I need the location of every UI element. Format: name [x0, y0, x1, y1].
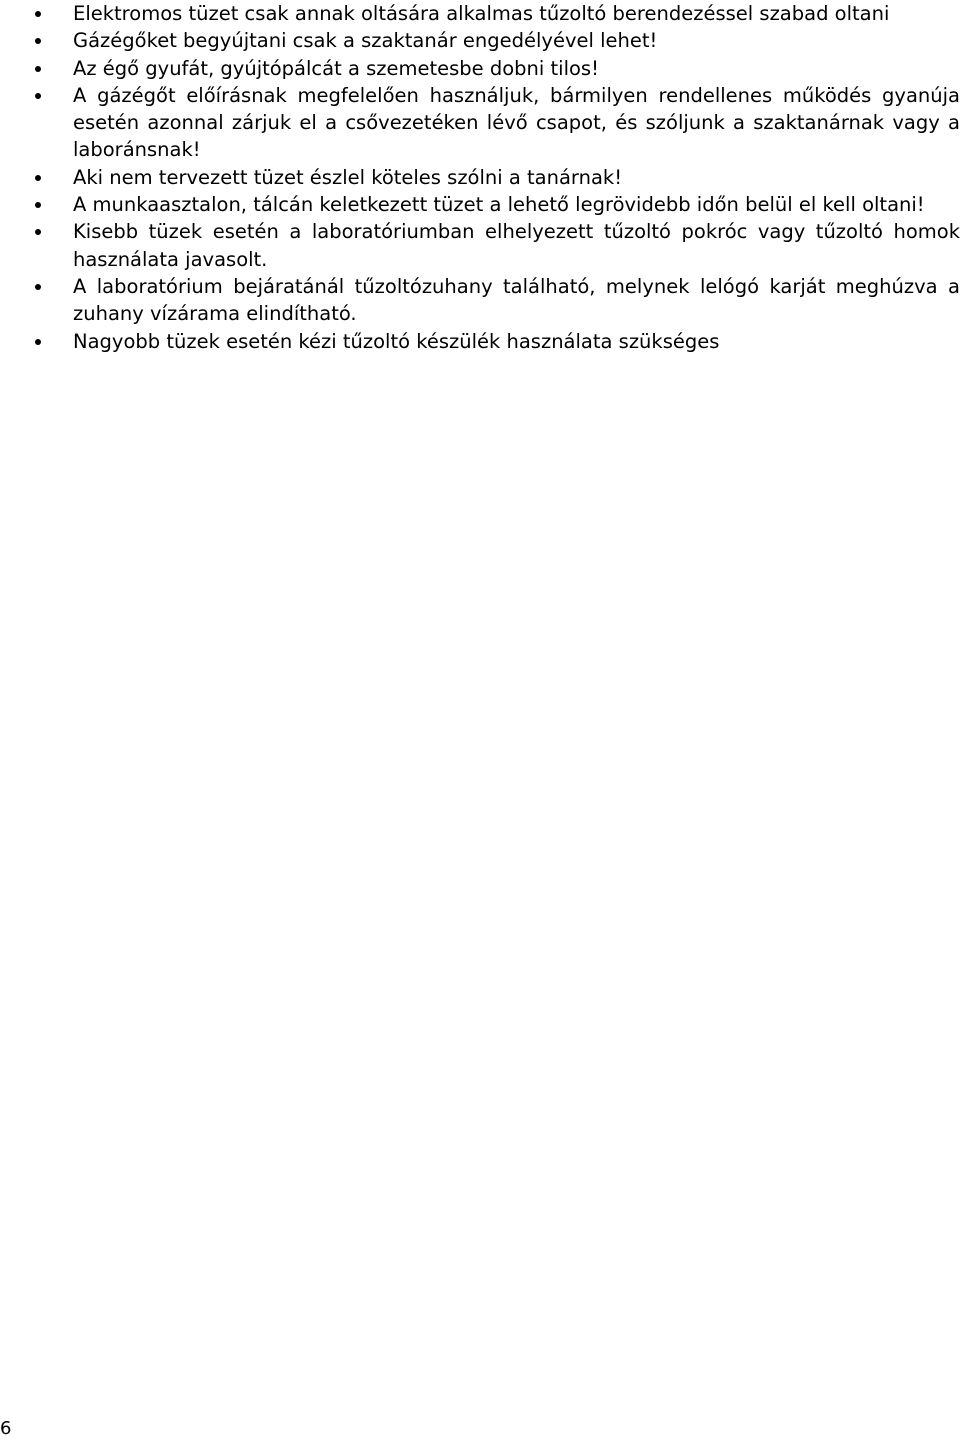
bullet-icon	[35, 202, 41, 208]
list-item	[0, 191, 960, 218]
bullet-icon	[35, 339, 41, 345]
list-item-text: Az égő gyufát, gyújtópálcát a szemetesbe dobni tilos!	[73, 56, 599, 80]
bullet-icon	[35, 284, 41, 290]
list-item-text: Gázégőket begyújtani csak a szaktanár engedélyével lehet!	[73, 29, 658, 53]
list-item	[0, 55, 960, 82]
bullet-icon	[35, 11, 41, 17]
list-item	[0, 0, 960, 27]
list-item	[0, 218, 960, 273]
list-item	[0, 164, 960, 191]
list-item-text: A laboratórium bejáratánál tűzoltózuhany található, melynek lelógó karját meghúzva a zuhany vízárama elindítható.	[73, 274, 960, 326]
list-item	[0, 82, 960, 164]
list-item-text: A munkaasztalon, tálcán keletkezett tüzet a lehető legrövidebb időn belül el kell oltani!	[73, 193, 925, 217]
fire-safety-bullet-list	[0, 0, 960, 355]
list-item-text: Elektromos tüzet csak annak oltására alkalmas tűzoltó berendezéssel szabad oltani	[73, 2, 890, 25]
bullet-icon	[35, 66, 41, 72]
list-item	[0, 273, 960, 328]
bullet-icon	[35, 229, 41, 235]
list-item	[0, 27, 960, 54]
list-item	[0, 328, 960, 355]
page-number: 6	[0, 1418, 12, 1439]
list-item-text: A gázégőt előírásnak megfelelően használjuk, bármilyen rendellenes működés gyanúja esetén azonnal zárjuk el a csővezetéken lévő csapot, és szóljunk a szaktanárnak vagy a laboránsnak!	[73, 83, 960, 162]
list-item-text: Kisebb tüzek esetén a laboratóriumban elhelyezett tűzoltó pokróc vagy tűzoltó homok használata javasolt.	[73, 220, 960, 271]
bullet-icon	[35, 38, 41, 44]
bullet-icon	[35, 175, 41, 181]
list-item-text: Nagyobb tüzek esetén kézi tűzoltó készülék használata szükséges	[73, 329, 720, 353]
list-item-text: Aki nem tervezett tüzet észlel köteles szólni a tanárnak!	[73, 165, 623, 189]
bullet-icon	[35, 93, 41, 99]
